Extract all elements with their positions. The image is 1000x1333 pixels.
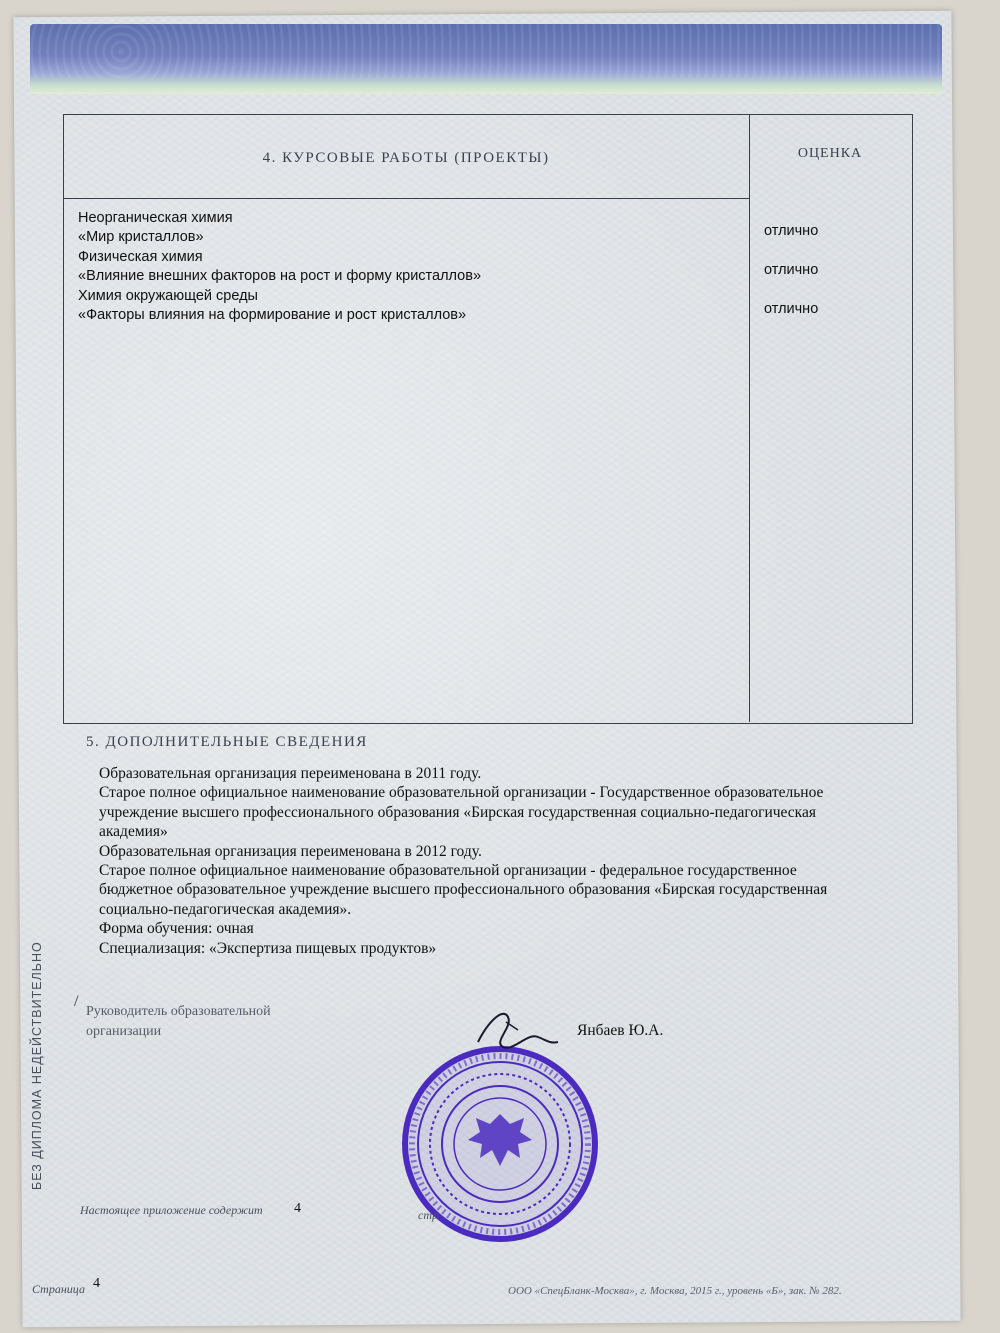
course-grade: отлично — [764, 223, 819, 239]
course-item — [78, 287, 466, 325]
head-name: Янбаев Ю.А. — [577, 1022, 664, 1039]
course-grade: отлично — [764, 301, 819, 317]
info-line: бюджетное образовательное учреждение высшего профессионального образования «Бирская государственная — [99, 881, 828, 899]
info-line: академия» — [99, 823, 168, 841]
info-line: Образовательная организация переименована в 2011 году. — [99, 765, 482, 782]
head-label-line1: Руководитель образовательной — [86, 1004, 271, 1019]
appendix-page-count: 4 — [294, 1201, 301, 1216]
info-line: Форма обучения: очная — [99, 920, 254, 938]
course-subject: Химия окружающей среды — [78, 288, 258, 304]
course-grade: отлично — [764, 262, 819, 278]
page-number: 4 — [93, 1276, 100, 1291]
head-label-line2: организации — [86, 1024, 162, 1039]
course-subject: Неорганическая химия — [78, 210, 233, 226]
slash-mark: / — [74, 993, 79, 1010]
appendix-contains-label: Настоящее приложение содержит — [80, 1203, 263, 1217]
signature-mark — [458, 1002, 568, 1062]
head-of-organization-label — [86, 1002, 271, 1042]
info-line: Старое полное официальное наименование образовательной организации - федеральное государственное — [99, 862, 797, 880]
info-line: Специализация: «Экспертиза пищевых продуктов» — [99, 939, 437, 957]
additional-info — [99, 764, 929, 958]
info-line: учреждение высшего профессионального образования «Бирская государственная социально-педагогическая — [99, 803, 816, 821]
pages-label: стр — [418, 1208, 438, 1222]
grade-column-header: ОЦЕНКА — [797, 146, 863, 161]
course-topic: «Мир кристаллов» — [78, 229, 204, 245]
page-label: Страница — [32, 1282, 85, 1296]
info-line: Старое полное официальное наименование образовательной организации - Государственное образовательное — [99, 784, 824, 802]
band-pattern — [30, 24, 942, 79]
table-column-divider — [749, 114, 750, 722]
course-topic: «Влияние внешних факторов на рост и форму кристаллов» — [78, 268, 482, 284]
course-topic: «Факторы влияния на формирование и рост кристаллов» — [78, 307, 467, 323]
course-item — [78, 209, 233, 247]
course-subject: Физическая химия — [78, 249, 203, 265]
security-band — [30, 24, 942, 94]
course-item — [78, 248, 481, 286]
printer-imprint: ООО «СпецБланк-Москва», г. Москва, 2015 г., уровень «Б», зак. № 282. — [508, 1285, 842, 1297]
section4-title: 4. КУРСОВЫЕ РАБОТЫ (ПРОЕКТЫ) — [262, 150, 550, 166]
coursework-table — [63, 114, 913, 724]
info-line: Образовательная организация переименована в 2012 году. — [99, 842, 482, 860]
table-header-divider — [63, 198, 749, 199]
section5-title: 5. ДОПОЛНИТЕЛЬНЫЕ СВЕДЕНИЯ — [86, 734, 368, 750]
info-line: социально-педагогическая академия». — [99, 900, 352, 918]
invalid-without-diploma-note: БЕЗ ДИПЛОМА НЕДЕЙСТВИТЕЛЬНО — [30, 941, 44, 1190]
